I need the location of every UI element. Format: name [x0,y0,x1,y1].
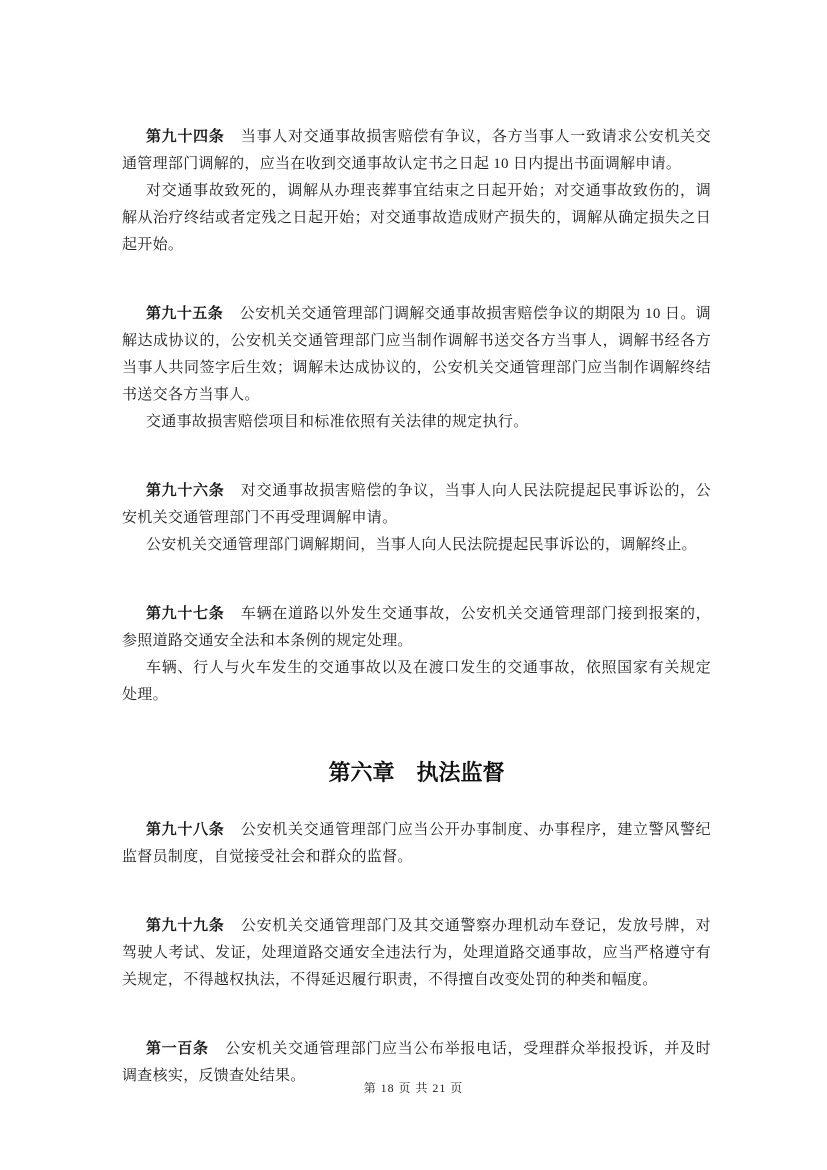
article-number: 第九十八条 [146,822,225,838]
article [122,913,711,994]
article-number: 第九十六条 [146,483,225,499]
article [122,817,711,871]
article-number: 第一百条 [146,1041,209,1057]
page-number: 第 18 页 共 21 页 [363,1081,464,1095]
chapter-heading: 第六章 执法监督 [328,760,505,785]
article-first-paragraph [122,817,711,871]
article-paragraph: 交通事故损害赔偿项目和标准依照有关法律的规定执行。 [146,414,529,430]
article-number: 第九十七条 [146,606,225,622]
article-text: 对交通事故损害赔偿的争议，当事人向人民法院提起民事诉讼的，公安机关交通管理部门不再受理调解申请。 [122,483,711,526]
article-text: 车辆在道路以外发生交通事故，公安机关交通管理部门接到报案的，参照道路交通安全法和本条例的规定处理。 [122,606,711,649]
article-first-paragraph [122,913,711,994]
article-first-paragraph [122,478,711,532]
article-paragraph: 公安机关交通管理部门调解期间，当事人向人民法院提起民事诉讼的，调解终止。 [146,537,697,553]
article [122,124,711,259]
article-first-paragraph [122,601,711,655]
article-text: 公安机关交通管理部门调解交通事故损害赔偿争议的期限为 10 日。调解达成协议的，公安机关交通管理部门应当制作调解书送交各方当事人，调解书经各方当事人共同签字后生效；调解未达成协议的，公安机关交通管理部门应当制作调解终结书送交各方当事人。 [122,306,711,403]
article-paragraph: 对交通事故致死的，调解从办理丧葬事宜结束之日起开始；对交通事故致伤的，调解从治疗终结或者定残之日起开始；对交通事故造成财产损失的，调解从确定损失之日起开始。 [122,183,711,253]
article [122,601,711,709]
article-text: 当事人对交通事故损害赔偿有争议，各方当事人一致请求公安机关交通管理部门调解的，应当在收到交通事故认定书之日起 10 日内提出书面调解申请。 [122,129,711,172]
article-number: 第九十五条 [146,306,224,322]
article-text: 公安机关交通管理部门应当公布举报电话，受理群众举报投诉，并及时调查核实，反馈查处结果。 [122,1041,711,1084]
article [122,301,711,436]
article [122,478,711,559]
article-text: 公安机关交通管理部门应当公开办事制度、办事程序，建立警风警纪监督员制度，自觉接受社会和群众的监督。 [122,822,711,865]
article-paragraph: 车辆、行人与火车发生的交通事故以及在渡口发生的交通事故，依照国家有关规定处理。 [122,660,711,703]
article-text: 公安机关交通管理部门及其交通警察办理机动车登记，发放号牌，对驾驶人考试、发证，处理道路交通安全违法行为，处理道路交通事故，应当严格遵守有关规定，不得越权执法，不得延迟履行职责，不得擅自改变处罚的种类和幅度。 [122,918,711,988]
article-first-paragraph [122,124,711,178]
article-number: 第九十九条 [146,918,225,934]
article-number: 第九十四条 [146,129,225,145]
document-body [122,124,711,1090]
article-first-paragraph [122,301,711,409]
